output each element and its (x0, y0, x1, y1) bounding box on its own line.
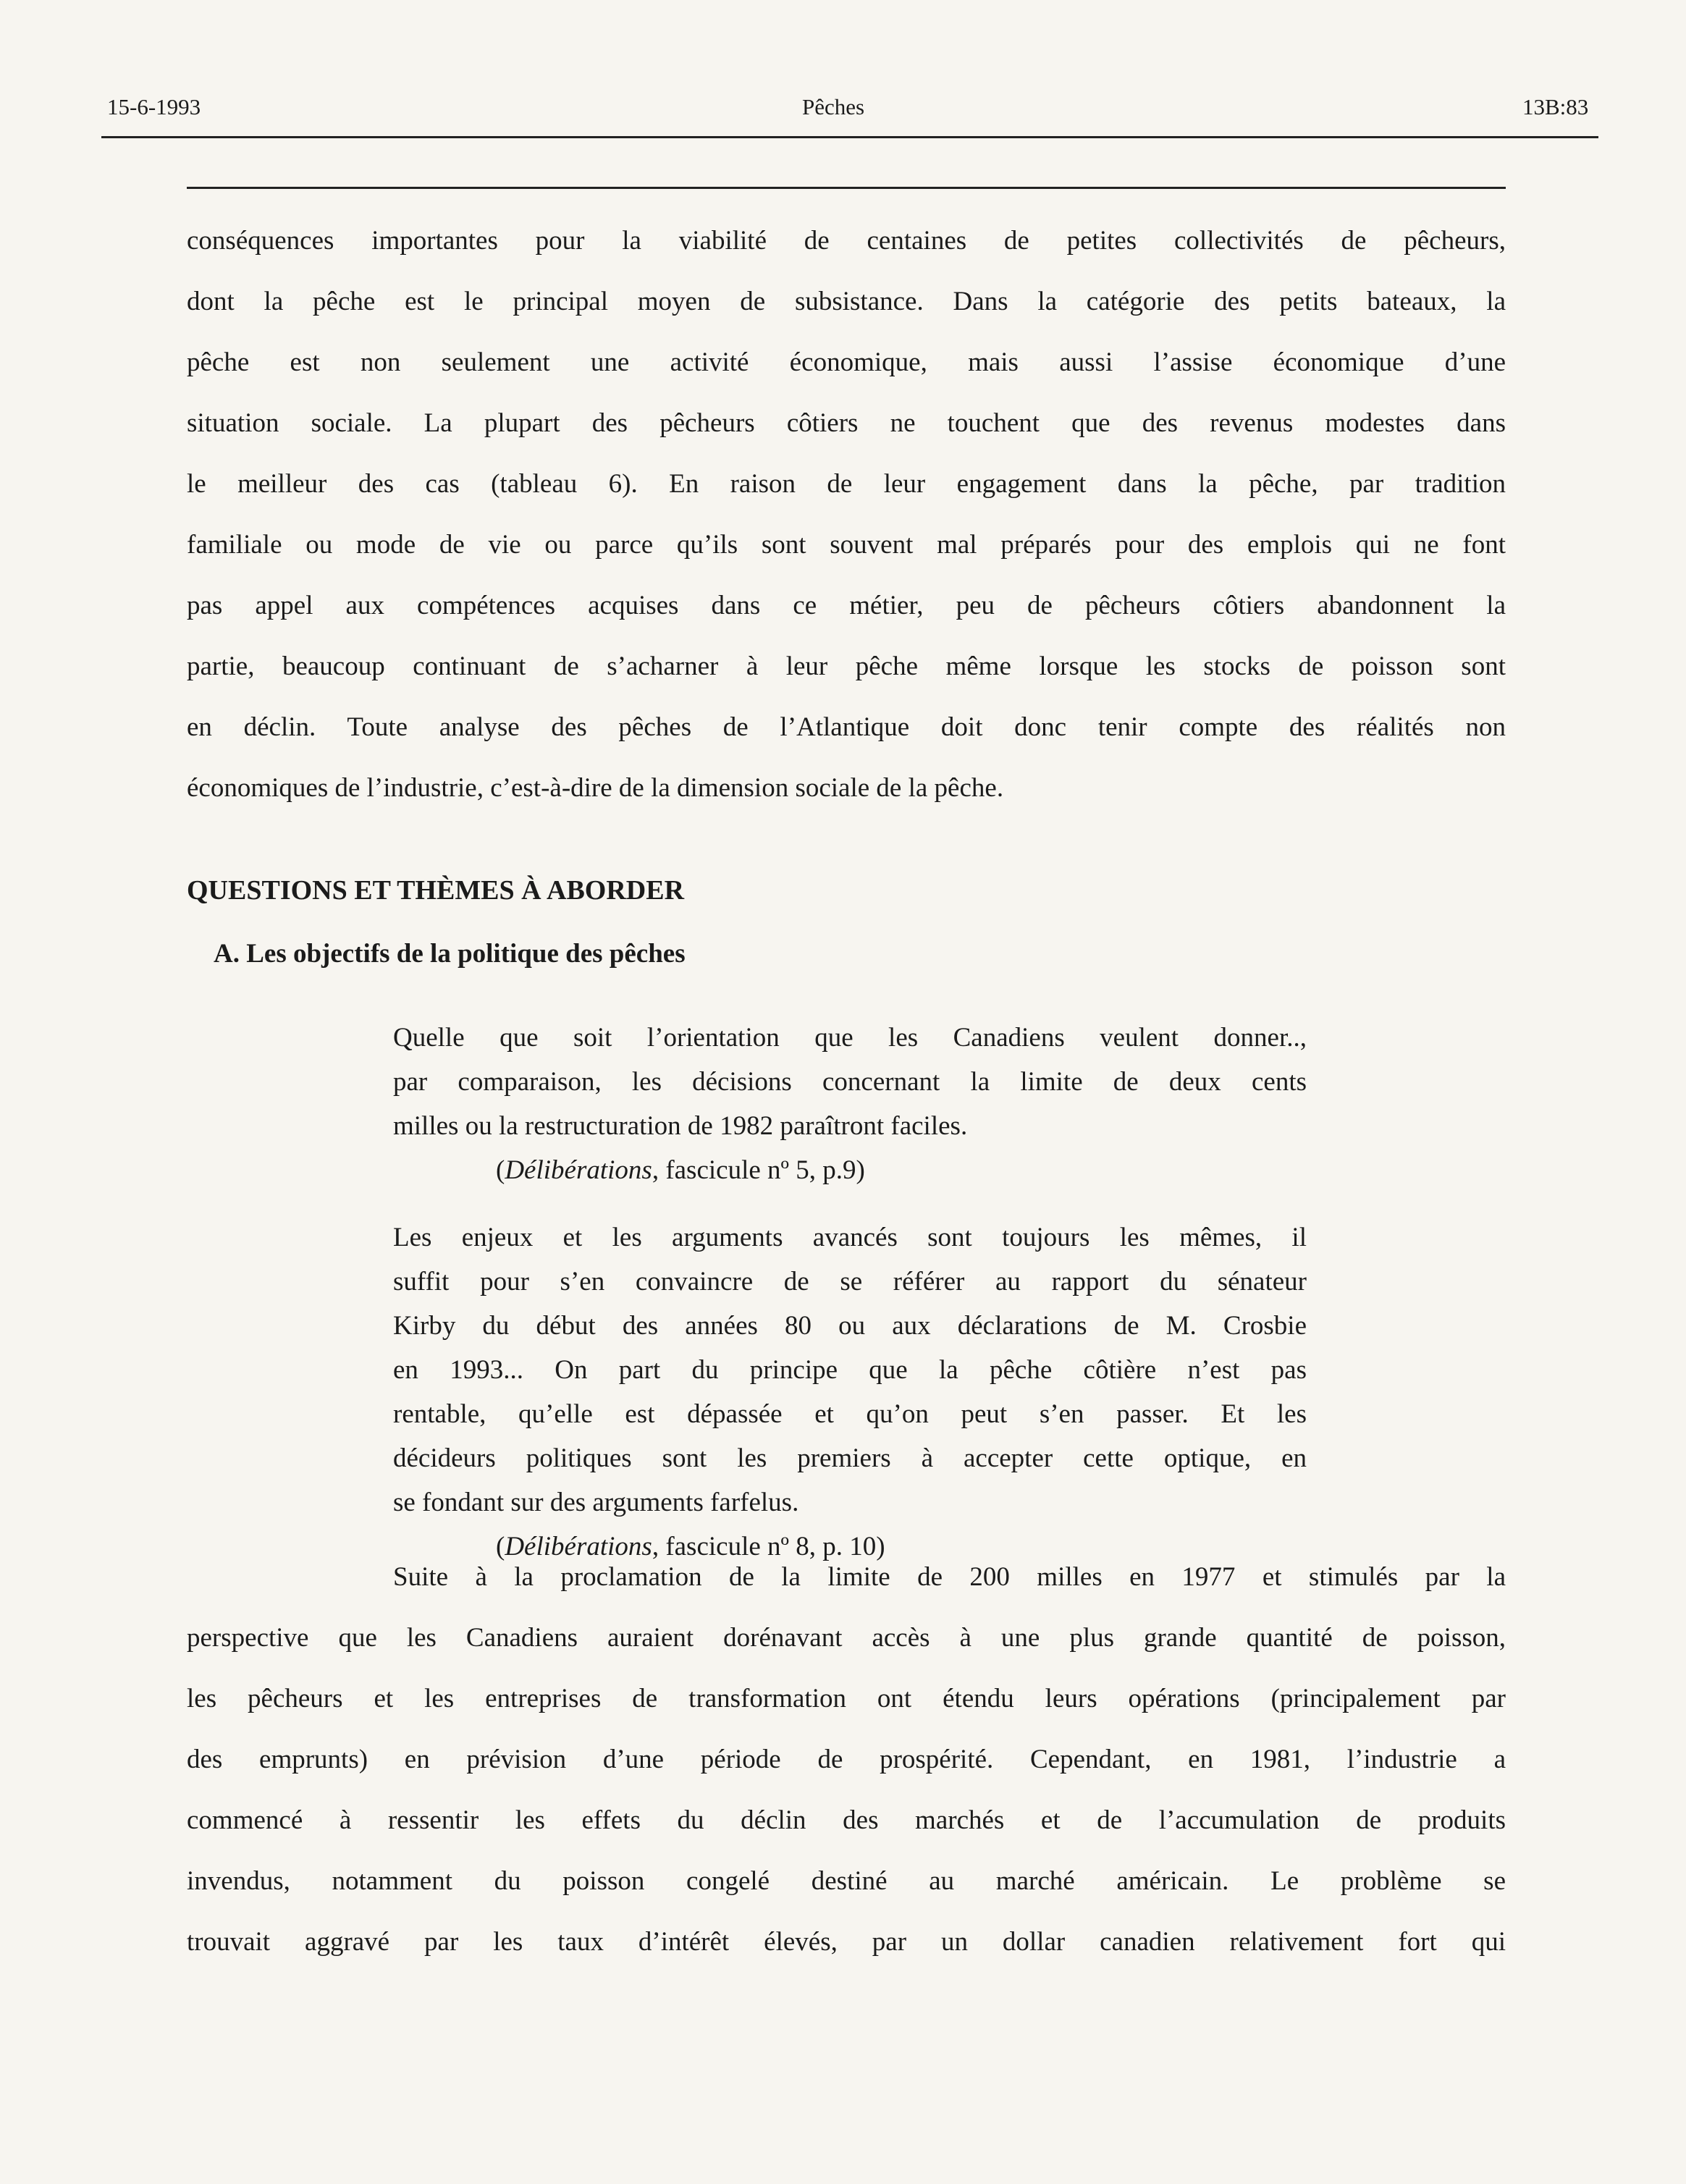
quote-line: par comparaison, les décisions concernant la limite de deux cents (393, 1067, 1307, 1097)
text-line: Suite à la proclamation de la limite de 200 milles en 1977 et stimulés par la (393, 1562, 1506, 1592)
column-rule (187, 187, 1506, 189)
quote-line: se fondant sur des arguments farfelus. (393, 1488, 799, 1517)
quote-citation: (Délibérations, fascicule nº 5, p.9) (496, 1155, 865, 1185)
quote-line: Quelle que soit l’orientation que les Canadiens veulent donner.., (393, 1023, 1307, 1053)
citation-title: Délibérations (505, 1155, 652, 1185)
quote-line: en 1993... On part du principe que la pêche côtière n’est pas (393, 1355, 1307, 1385)
quote-line: rentable, qu’elle est dépassée et qu’on peut s’en passer. Et les (393, 1399, 1307, 1429)
block-quote-2 (393, 1215, 1307, 1569)
quote-line: décideurs politiques sont les premiers à accepter cette optique, en (393, 1443, 1307, 1473)
citation-title: Délibérations (505, 1532, 652, 1561)
text-line: perspective que les Canadiens auraient dorénavant accès à une plus grande quantité de poisson, (187, 1623, 1506, 1653)
quote-line: milles ou la restructuration de 1982 paraîtront faciles. (393, 1111, 968, 1141)
quote-line: Les enjeux et les arguments avancés sont toujours les mêmes, il (393, 1223, 1307, 1252)
header-title: Pêches (802, 94, 865, 119)
quote-line: suffit pour s’en convaincre de se référer au rapport du sénateur (393, 1267, 1307, 1297)
text-line: conséquences importantes pour la viabilité de centaines de petites collectivités de pêcheurs, (187, 226, 1506, 256)
paragraph-1 (187, 211, 1506, 819)
text-line: familiale ou mode de vie ou parce qu’ils sont souvent mal préparés pour des emplois qui ne font (187, 530, 1506, 560)
section-heading: QUESTIONS ET THÈMES À ABORDER (187, 875, 685, 906)
text-line: pêche est non seulement une activité économique, mais aussi l’assise économique d’une (187, 347, 1506, 377)
text-line: trouvait aggravé par les taux d’intérêt élevés, par un dollar canadien relativement fort qui (187, 1927, 1506, 1957)
text-line: partie, beaucoup continuant de s’acharner à leur pêche même lorsque les stocks de poisson sont (187, 652, 1506, 681)
text-line: dont la pêche est le principal moyen de subsistance. Dans la catégorie des petits bateaux, la (187, 287, 1506, 316)
header-date: 15-6-1993 (107, 94, 201, 119)
block-quote-1 (393, 1016, 1307, 1192)
section-subheading: A. Les objectifs de la politique des pêches (214, 939, 686, 969)
header-page-ref: 13B:83 (1522, 94, 1589, 119)
text-line: invendus, notamment du poisson congelé destiné au marché américain. Le problème se (187, 1866, 1506, 1896)
text-line: situation sociale. La plupart des pêcheurs côtiers ne touchent que des revenus modestes dans (187, 408, 1506, 438)
text-line: des emprunts) en prévision d’une période de prospérité. Cependant, en 1981, l’industrie a (187, 1745, 1506, 1774)
text-line: le meilleur des cas (tableau 6). En raison de leur engagement dans la pêche, par tradition (187, 469, 1506, 499)
text-line: pas appel aux compétences acquises dans ce métier, peu de pêcheurs côtiers abandonnent la (187, 591, 1506, 620)
quote-line: Kirby du début des années 80 ou aux déclarations de M. Crosbie (393, 1311, 1307, 1341)
text-line: les pêcheurs et les entreprises de transformation ont étendu leurs opérations (principalement par (187, 1684, 1506, 1713)
text-line: économiques de l’industrie, c’est-à-dire de la dimension sociale de la pêche. (187, 773, 1004, 803)
paragraph-2 (187, 1547, 1506, 1973)
text-line: commencé à ressentir les effets du déclin des marchés et de l’accumulation de produits (187, 1805, 1506, 1835)
quote-citation: (Délibérations, fascicule nº 8, p. 10) (496, 1532, 885, 1561)
header-rule (101, 136, 1598, 138)
text-line: en déclin. Toute analyse des pêches de l’Atlantique doit donc tenir compte des réalités non (187, 712, 1506, 742)
